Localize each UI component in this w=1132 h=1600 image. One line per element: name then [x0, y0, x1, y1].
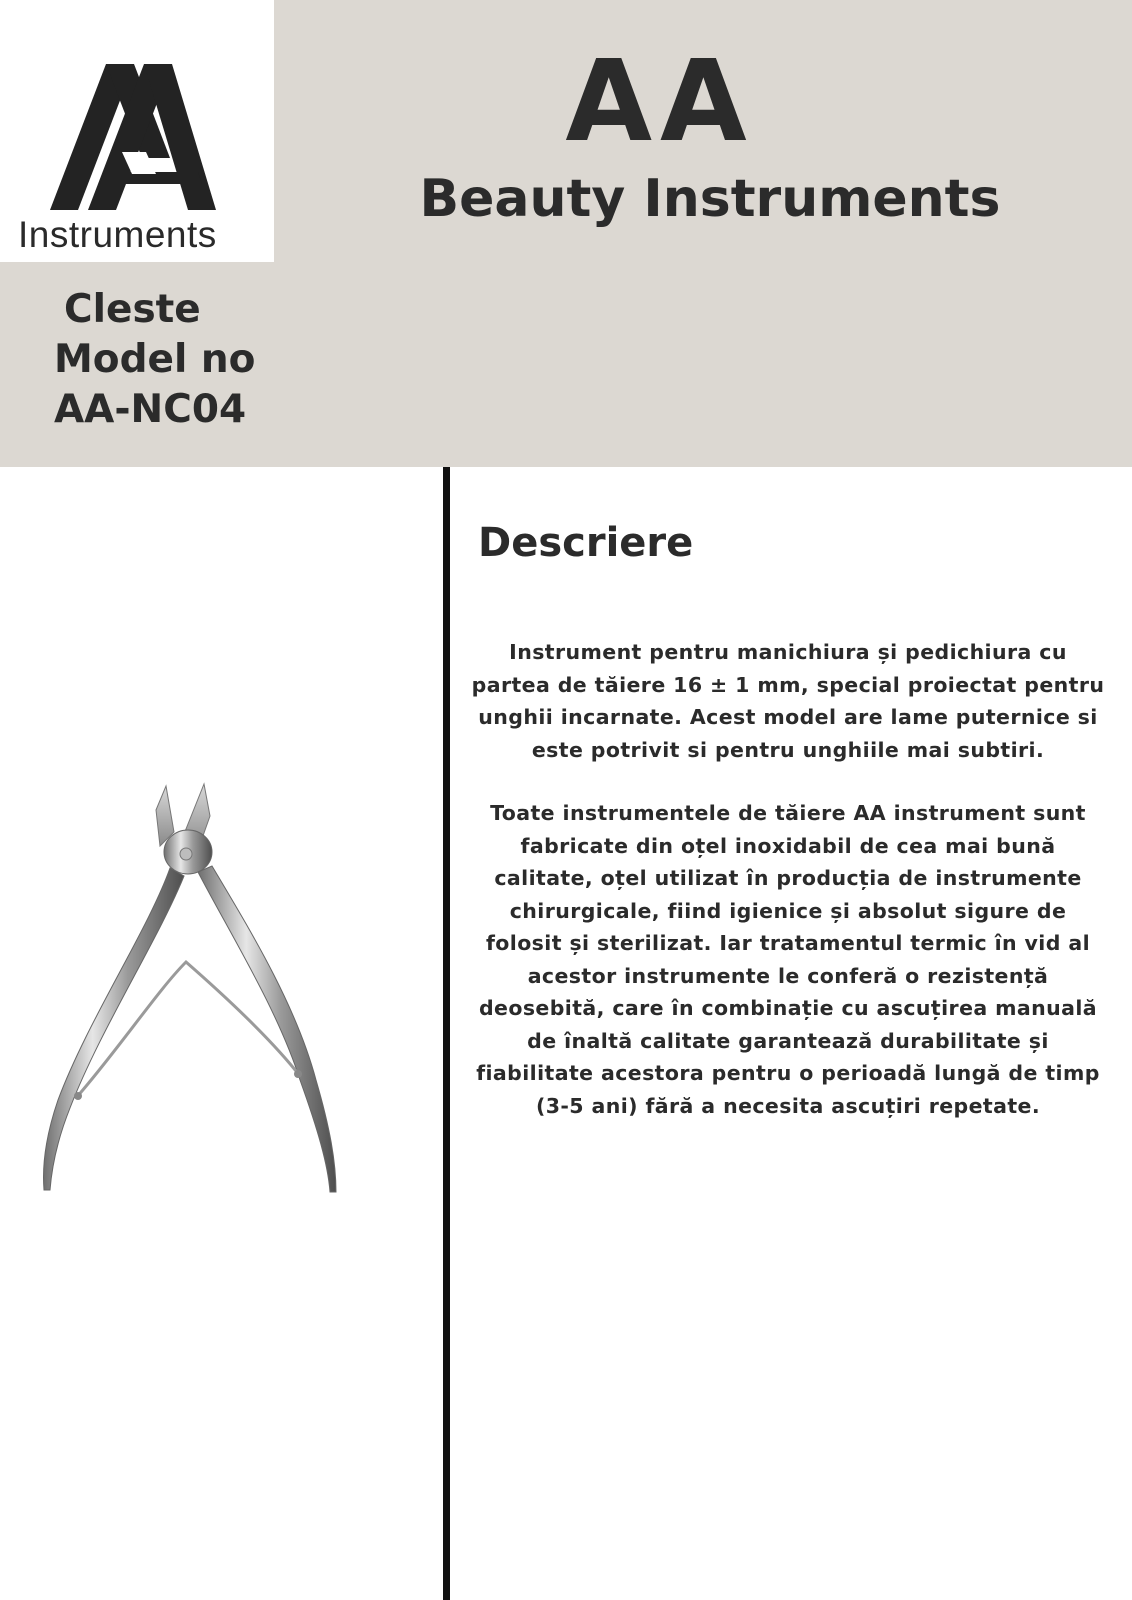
aa-monogram-icon [48, 62, 218, 212]
description-body [470, 636, 1106, 1122]
model-label: Model no [54, 337, 256, 382]
description-paragraph: Instrument pentru manichiura și pedichiura cu partea de tăiere 16 ± 1 mm, special proiectat pentru unghii incarnate. Acest model are lame puternice si este potrivit si pentru unghiile mai subtiri. [471, 640, 1105, 762]
product-model [50, 285, 290, 435]
column-divider [443, 467, 450, 1600]
product-type: Cleste [64, 287, 201, 332]
model-number: AA-NC04 [54, 387, 247, 432]
nail-nipper-icon [28, 780, 358, 1220]
logo [0, 0, 274, 262]
description-paragraph: Toate instrumentele de tăiere AA instrument sunt fabricate din oțel inoxidabil de cea mai bună calitate, oțel utilizat în producția de instrumente chirurgicale, fiind igienice și absolut sigure de folosit și sterilizat. Iar tratamentul termic în vid al acestor instrumente le conferă o rezistență deosebită, care în combinație cu ascuțirea manuală de înaltă calitate garantează durabilitate și fiabilitate acestora pentru o perioadă lungă de timp (3-5 ani) fără a necesita ascuțiri repetate. [476, 801, 1100, 1118]
brand-name: AA [565, 37, 755, 167]
description-title: Descriere [478, 520, 694, 566]
brand-tagline: Beauty Instruments [419, 169, 1001, 229]
logo-wordmark: Instruments [18, 214, 217, 255]
